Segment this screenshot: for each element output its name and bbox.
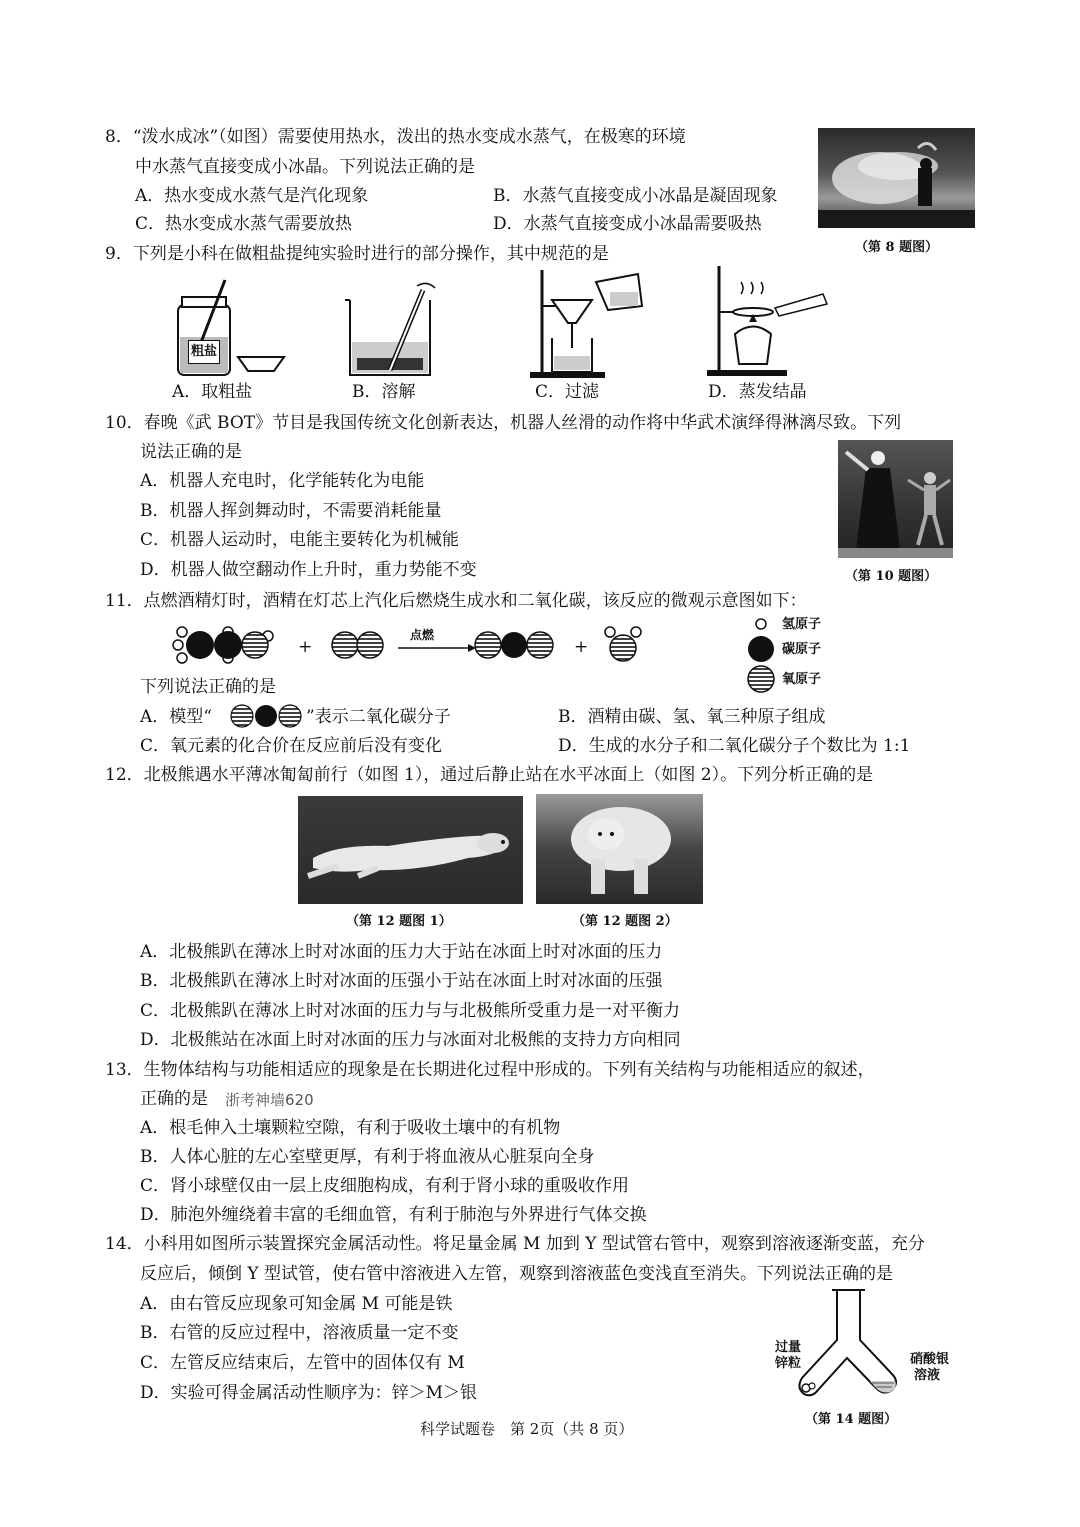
q14-caption: （第 14 题图） bbox=[805, 1412, 898, 1427]
q8-stem-line2: 中水蒸气直接变成小冰晶。下列说法正确的是 bbox=[135, 157, 475, 177]
q13-stem-line2: 正确的是 bbox=[140, 1089, 208, 1109]
q14-label-left-1: 过量 bbox=[775, 1340, 802, 1355]
q9-figure-b-dissolve bbox=[345, 280, 445, 380]
q11-option-c: C．氧元素的化合价在反应前后没有变化 bbox=[140, 736, 443, 756]
q10-caption: （第 10 题图） bbox=[845, 569, 938, 584]
q13-option-c: C．肾小球壁仅由一层上皮细胞构成，有利于肾小球的重吸收作用 bbox=[140, 1176, 630, 1196]
q11-stem: 11．点燃酒精灯时，酒精在灯芯上汽化后燃烧生成水和二氧化碳，该反应的微观示意图如下： bbox=[105, 591, 807, 611]
q12-caption-1: （第 12 题图 1） bbox=[346, 914, 452, 929]
q11-option-b: B．酒精由碳、氢、氧三种原子组成 bbox=[558, 707, 826, 727]
q9-jar-label: 粗盐 bbox=[188, 340, 220, 364]
q12-option-d: D．北极熊站在冰面上时对冰面的压力与冰面对北极熊的支持力方向相同 bbox=[140, 1030, 681, 1050]
q11-legend-hydrogen: 氢原子 bbox=[782, 617, 822, 632]
q11-plus-2: + bbox=[574, 637, 589, 657]
q9-figure-a-take-salt bbox=[170, 275, 290, 380]
q10-option-c: C．机器人运动时，电能主要转化为机械能 bbox=[140, 530, 460, 550]
q12-photo-2-bear-standing bbox=[536, 794, 703, 904]
q10-photo-robots bbox=[838, 440, 953, 558]
q14-option-a: A．由右管反应现象可知金属 M 可能是铁 bbox=[140, 1294, 453, 1314]
q9-label-d: D．蒸发结晶 bbox=[708, 382, 807, 402]
q11-legend-symbols bbox=[746, 616, 778, 696]
q12-stem: 12．北极熊遇水平薄冰匍匐前行（如图 1），通过后静止站在水平冰面上（如图 2）。下列分析正确的是 bbox=[105, 765, 874, 785]
q12-option-b: B．北极熊趴在薄冰上时对冰面的压强小于站在冰面上时对冰面的压强 bbox=[140, 971, 663, 991]
q8-option-c: C．热水变成水蒸气需要放热 bbox=[135, 214, 353, 234]
q14-option-b: B．右管的反应过程中，溶液质量一定不变 bbox=[140, 1323, 459, 1343]
q14-y-tube-diagram bbox=[792, 1288, 912, 1400]
q10-option-b: B．机器人挥剑舞动时，不需要消耗能量 bbox=[140, 501, 442, 521]
q11-option-a-suffix: ”表示二氧化碳分子 bbox=[306, 707, 451, 727]
q14-label-right-2: 溶液 bbox=[914, 1368, 941, 1383]
q12-option-a: A．北极熊趴在薄冰上时对冰面的压力大于站在冰面上时对冰面的压力 bbox=[140, 942, 663, 962]
page-footer: 科学试题卷 第 2页（共 8 页） bbox=[420, 1420, 634, 1438]
q10-stem-line1: 10．春晚《武 BOT》节目是我国传统文化创新表达，机器人丝滑的动作将中华武术演绎得淋漓尽致。下列 bbox=[105, 413, 902, 433]
q11-option-a-prefix: A．模型“ bbox=[140, 707, 212, 727]
q12-photo-1-bear-lying bbox=[298, 796, 523, 904]
q8-option-b: B．水蒸气直接变成小冰晶是凝固现象 bbox=[493, 186, 778, 206]
q11-option-d: D．生成的水分子和二氧化碳分子个数比为 1:1 bbox=[558, 736, 911, 756]
q9-figure-d-evaporate bbox=[705, 264, 830, 380]
q11-condition: 点燃 bbox=[410, 628, 435, 642]
q11-legend-carbon: 碳原子 bbox=[782, 642, 822, 657]
q11-legend-oxygen: 氧原子 bbox=[782, 672, 822, 687]
q8-option-a: A．热水变成水蒸气是汽化现象 bbox=[135, 186, 369, 206]
q14-option-c: C．左管反应结束后，左管中的固体仅有 M bbox=[140, 1353, 465, 1373]
q9-label-c: C．过滤 bbox=[535, 382, 600, 402]
q14-label-left-2: 锌粒 bbox=[775, 1356, 802, 1371]
q11-option-a-model bbox=[230, 704, 304, 728]
q12-caption-2: （第 12 题图 2） bbox=[572, 914, 678, 929]
q8-stem-line1: 8．“泼水成冰”（如图）需要使用热水，泼出的热水变成水蒸气，在极寒的环境 bbox=[105, 127, 686, 147]
q8-caption: （第 8 题图） bbox=[855, 240, 939, 255]
q10-stem-line2: 说法正确的是 bbox=[140, 442, 242, 462]
q13-stem-line1: 13．生物体结构与功能相适应的现象是在长期进化过程中形成的。下列有关结构与功能相适应的叙述， bbox=[105, 1060, 875, 1080]
q11-plus-1: + bbox=[298, 637, 313, 657]
q13-option-b: B．人体心脏的左心室壁更厚，有利于将血液从心脏泵向全身 bbox=[140, 1147, 595, 1167]
q10-option-d: D．机器人做空翻动作上升时，重力势能不变 bbox=[140, 560, 477, 580]
q13-watermark: 浙考神墙620 bbox=[225, 1091, 314, 1109]
q10-option-a: A．机器人充电时，化学能转化为电能 bbox=[140, 471, 425, 491]
q14-stem-line2: 反应后，倾倒 Y 型试管，使右管中溶液进入左管，观察到溶液蓝色变浅直至消失。下列说法正确的是 bbox=[140, 1264, 894, 1284]
q12-option-c: C．北极熊趴在薄冰上时对冰面的压力与与北极熊所受重力是一对平衡力 bbox=[140, 1001, 681, 1021]
q14-label-right-1: 硝酸银 bbox=[910, 1352, 950, 1367]
q8-option-d: D．水蒸气直接变成小冰晶需要吸热 bbox=[493, 214, 762, 234]
q13-option-d: D．肺泡外缠绕着丰富的毛细血管，有利于肺泡与外界进行气体交换 bbox=[140, 1205, 647, 1225]
q9-figure-c-filter bbox=[530, 268, 650, 380]
q8-photo-water-to-ice bbox=[818, 128, 975, 228]
q9-stem: 9．下列是小科在做粗盐提纯实验时进行的部分操作，其中规范的是 bbox=[105, 244, 609, 264]
q14-option-d: D．实验可得金属活动性顺序为：锌＞M＞银 bbox=[140, 1383, 478, 1403]
q9-label-b: B．溶解 bbox=[352, 382, 416, 402]
q14-stem-line1: 14．小科用如图所示装置探究金属活动性。将足量金属 M 加到 Y 型试管右管中，观察到溶液逐渐变蓝，充分 bbox=[105, 1234, 925, 1254]
q13-option-a: A．根毛伸入土壤颗粒空隙，有利于吸收土壤中的有机物 bbox=[140, 1118, 561, 1138]
q11-stem-line2: 下列说法正确的是 bbox=[140, 677, 276, 697]
q9-label-a: A．取粗盐 bbox=[172, 382, 253, 402]
